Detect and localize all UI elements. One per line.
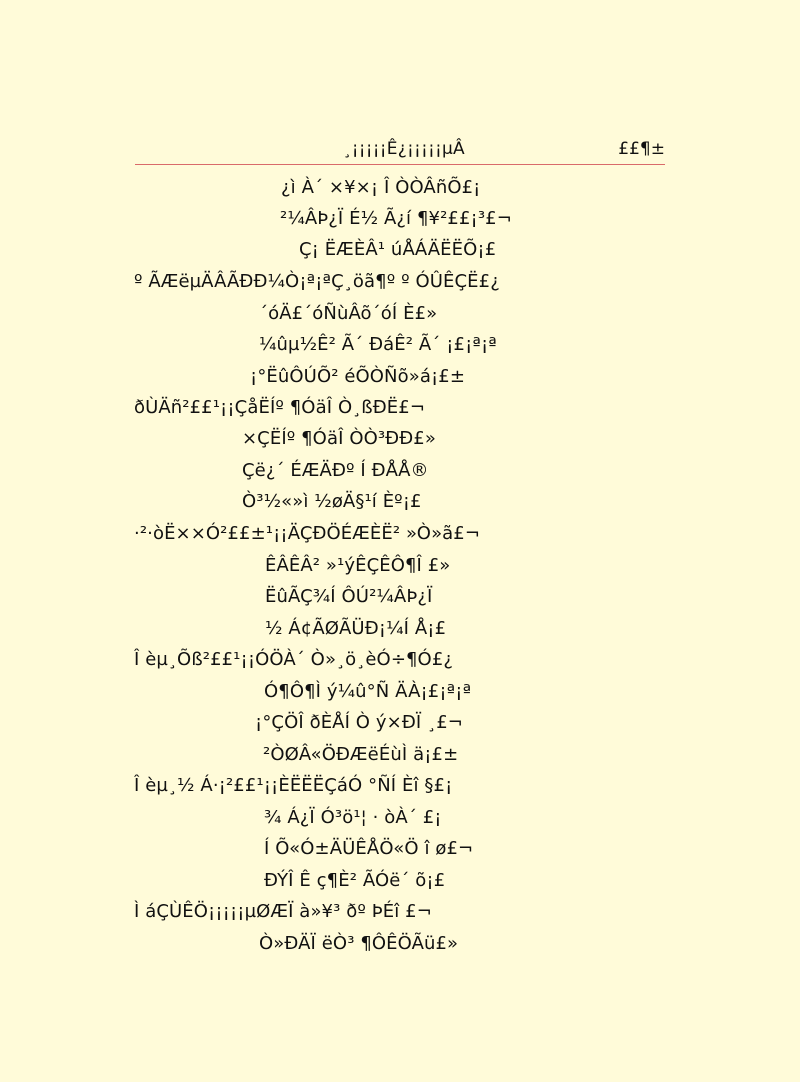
poem-line: ´óÄ£´óÑùÂõ´óÍ È£» — [259, 303, 438, 324]
poem-line: ¡°ËûÔÚÕ² éÕÒÑõ»á¡£± — [250, 366, 466, 387]
poem-line: Çë¿´ ÉÆÄÐº Í ÐÅÅ® — [242, 460, 429, 481]
poem-line: ðÙÄñ²££¹¡¡ÇåËÍº ¶ÓäÎ Ò¸ßÐË£¬ — [134, 397, 426, 418]
header-title: ¸¡¡¡¡¡Ê¿¡¡¡¡¡µÂ — [343, 139, 465, 159]
poem-line: ¡°ÇÖÎ ðÈÅÍ Ò ý×ÐÏ ¸£¬ — [255, 712, 463, 733]
poem-line: ½ Á¢ÃØÃÜÐ¡¼Í Å¡£ — [265, 618, 447, 639]
page-number: ££¶± — [618, 139, 665, 159]
poem-line: ·²·òË××Ó²££±¹¡¡ÄÇÐÖÉÆÈË² »Ò»ã£¬ — [134, 523, 481, 544]
poem-line: ÐÝÎ Ê ç¶È² ÃÓë´ õ¡£ — [264, 870, 446, 891]
poem-line: Ò»ÐÄÏ ëÒ³ ¶ÔÊÖÃü£» — [259, 933, 459, 954]
header-divider — [135, 164, 665, 165]
poem-line: Ç¡ ËÆÈÂ¹ úÅÁÄËËÕ¡£ — [299, 239, 497, 260]
poem-line: ²ÒØÂ«ÖÐÆëÉùÌ ä¡£± — [263, 744, 459, 765]
poem-line: Ó¶Ô¶Ì ý¼û°Ñ ÄÀ¡£¡ª¡ª — [264, 681, 472, 702]
poem-line: ËûÃÇ¾Í ÔÚ²¼ÂÞ¿Ï — [265, 586, 433, 607]
poem-line: ²¼ÂÞ¿Ï É½ Ã¿í ¶¥²££¡³£¬ — [280, 208, 512, 229]
poem-line: Ò³½«»ì ½øÄ§¹í Èº¡£ — [242, 491, 422, 512]
poem-line: ¾ Á¿Ï Ó³ö¹¦ · òÀ´ £¡ — [264, 807, 442, 828]
poem-line: Í Õ«Ó±ÄÜÊÅÖ«Ö î ø£¬ — [264, 838, 474, 859]
poem-line: ×ÇËÍº ¶ÓäÎ ÒÒ³ÐÐ£» — [242, 428, 436, 449]
poem-line: Ì áÇÙÊÖ¡¡¡¡¡µØÆÏ à»¥³ ðº ÞÉî £¬ — [134, 901, 432, 922]
poem-line: Î èµ¸½ Á·¡²££¹¡¡ÈËËËÇáÓ °ÑÍ Èî §£¡ — [134, 775, 453, 796]
page-header — [135, 128, 665, 164]
poem-line: Î èµ¸Õß²££¹¡¡ÓÖÀ´ Ò»¸ö¸èÓ÷¶Ó£¿ — [134, 649, 454, 670]
poem-line: ÊÂÊÂ² »¹ýÊÇÊÔ¶Î £» — [265, 555, 451, 576]
poem-line: ¼ûµ½Ê² Ã´ ÐáÊ² Ã´ ¡£¡ª¡ª — [259, 334, 497, 355]
poem-line: ¿ì À´ ×¥×¡ Î ÒÒÂñÕ£¡ — [281, 177, 481, 198]
poem-line: º ÃÆëµÄÂÃÐÐ¼Ò¡ª¡ªÇ¸öã¶º º ÓÛÊÇË£¿ — [134, 271, 500, 292]
